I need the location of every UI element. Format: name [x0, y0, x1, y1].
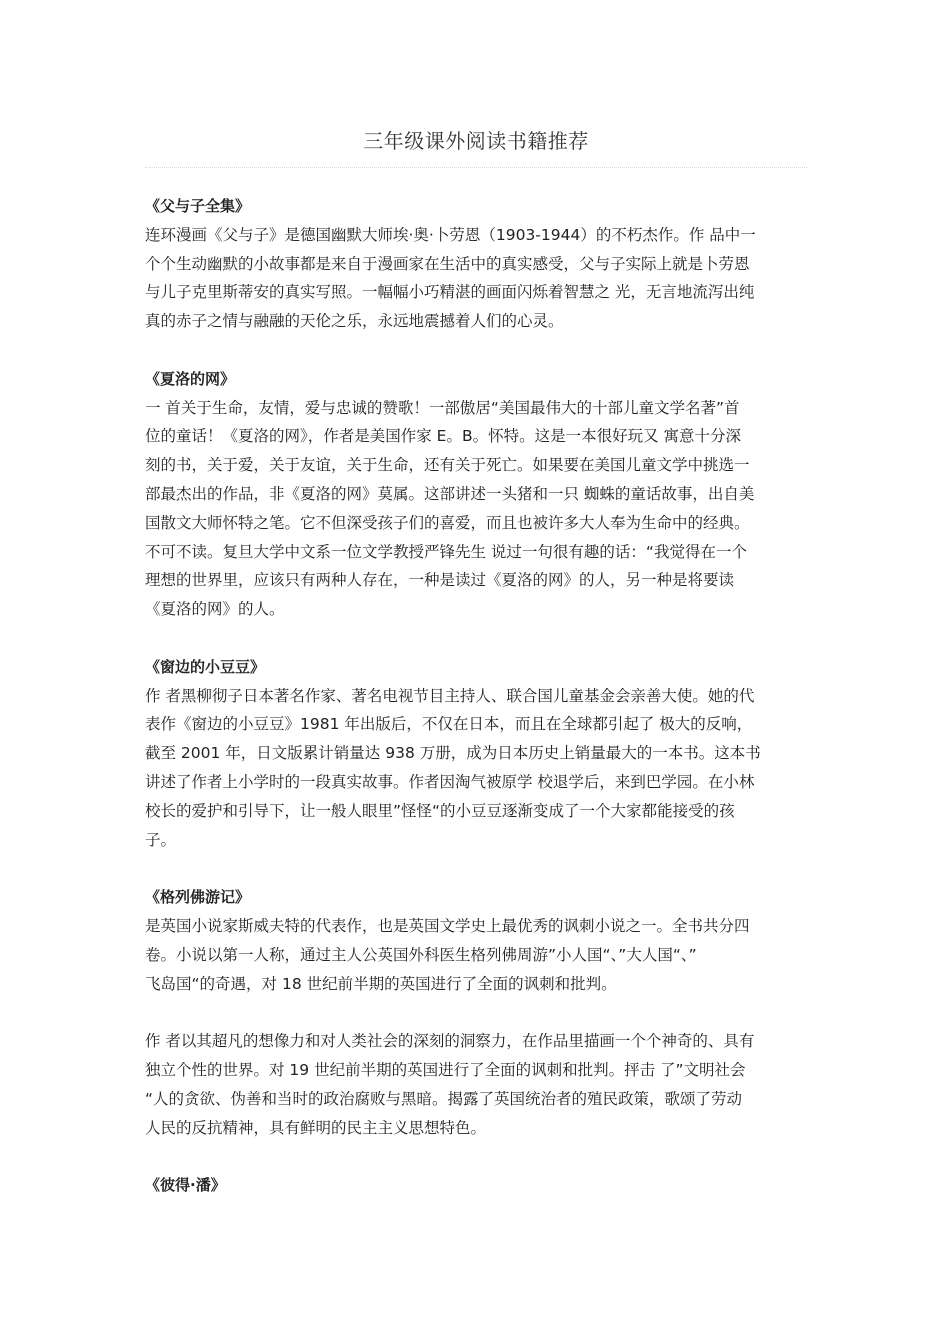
section-heading-fu-yu-zi: 《父与子全集》: [145, 197, 251, 215]
paragraph-spacer: [145, 624, 807, 653]
section-heading-peter-pan: 《彼得·潘》: [145, 1176, 226, 1195]
section-heading-totto-chan: 《窗边的小豆豆》: [145, 657, 266, 676]
page-title: 三年级课外阅读书籍推荐: [363, 129, 589, 153]
paragraph-line: 子。: [145, 830, 177, 849]
paragraph-line: 理想的世界里，应该只有两种人存在，一种是读过《夏洛的网》的人，另一种是将要读: [145, 571, 735, 590]
paragraph-spacer: [145, 336, 807, 365]
paragraph-line: 截至 2001 年，日文版累计销量达 938 万册，成为日本历史上销量最大的一本书。这本书: [145, 744, 761, 763]
paragraph-line: 刻的书，关于爱，关于友谊，关于生命，还有关于死亡。如果要在美国儿童文学中挑选一: [145, 456, 750, 475]
paragraph-line: 校长的爱护和引导下，让一般人眼里”怪怪“的小豆豆逐渐变成了一个大家都能接受的孩: [145, 801, 735, 820]
paragraph-line: 连环漫画《父与子》是德国幽默大师埃·奥·卜劳恩（1903-1944）的不朽杰作。作 品中一: [145, 225, 756, 244]
paragraph-line: 人民的反抗精神，具有鲜明的民主主义思想特色。: [145, 1118, 487, 1137]
section-heading-charlottes-web: 《夏洛的网》: [145, 369, 236, 388]
title-divider: [145, 167, 807, 168]
paragraph-line: 国散文大师怀特之笔。它不但深受孩子们的喜爱，而且也被许多大人奉为生命中的经典。: [145, 513, 750, 532]
paragraph-line: 部最杰出的作品，非《夏洛的网》莫属。这部讲述一头猪和一只 蜘蛛的童话故事，出自美: [145, 484, 755, 503]
section-heading-gullivers-travels: 《格列佛游记》: [145, 888, 251, 907]
paragraph-line: 真的赤子之情与融融的天伦之乐，永远地震撼着人们的心灵。: [145, 312, 564, 331]
paragraph-line: 作 者黑柳彻子日本著名作家、著名电视节目主持人、联合国儿童基金会亲善大使。她的代: [145, 686, 755, 705]
paragraph-line: 作 者以其超凡的想像力和对人类社会的深刻的洞察力，在作品里描画一个个神奇的、具有: [145, 1032, 755, 1051]
paragraph-line: 《夏洛的网》的人。: [145, 600, 285, 619]
document-body: [145, 192, 807, 1200]
paragraph-line: 个个生动幽默的小故事都是来自于漫画家在生活中的真实感受，父与子实际上就是卜劳恩: [145, 254, 750, 273]
paragraph-line: 一 首关于生命，友情，爱与忠诚的赞歌！一部傲居“美国最伟大的十部儿童文学名著”首: [145, 398, 740, 417]
paragraph-line: 卷。小说以第一人称，通过主人公英国外科医生格列佛周游”小人国“、”大人国“、”: [145, 945, 697, 964]
paragraph-line: 表作《窗边的小豆豆》1981 年出版后，不仅在日本，而且在全球都引起了 极大的反响，: [145, 715, 753, 734]
paragraph-line: “人的贪欲、伪善和当时的政治腐败与黑暗。揭露了英国统治者的殖民政策，歌颂了劳动: [145, 1089, 743, 1108]
paragraph-spacer: [145, 1142, 807, 1171]
paragraph-line: 与儿子克里斯蒂安的真实写照。一幅幅小巧精湛的画面闪烁着智慧之 光，无言地流泻出纯: [145, 283, 755, 302]
paragraph-line: 讲述了作者上小学时的一段真实故事。作者因淘气被原学 校退学后，来到巴学园。在小林: [145, 772, 755, 791]
paragraph-spacer: [145, 854, 807, 883]
paragraph-line: 不可不读。复旦大学中文系一位文学教授严锋先生 说过一句很有趣的话：“我觉得在一个: [145, 542, 747, 561]
paragraph-line: 是英国小说家斯威夫特的代表作，也是英国文学史上最优秀的讽刺小说之一。全书共分四: [145, 916, 750, 935]
paragraph-line: 飞岛国“的奇遇，对 18 世纪前半期的英国进行了全面的讽刺和批判。: [145, 974, 617, 993]
paragraph-spacer: [145, 998, 807, 1027]
paragraph-line: 位的童话！《夏洛的网》，作者是美国作家 E。B。怀特。这是一本很好玩又 寓意十分深: [145, 427, 742, 446]
paragraph-line: 独立个性的世界。对 19 世纪前半期的英国进行了全面的讽刺和批判。抨击 了”文明社会: [145, 1060, 746, 1079]
